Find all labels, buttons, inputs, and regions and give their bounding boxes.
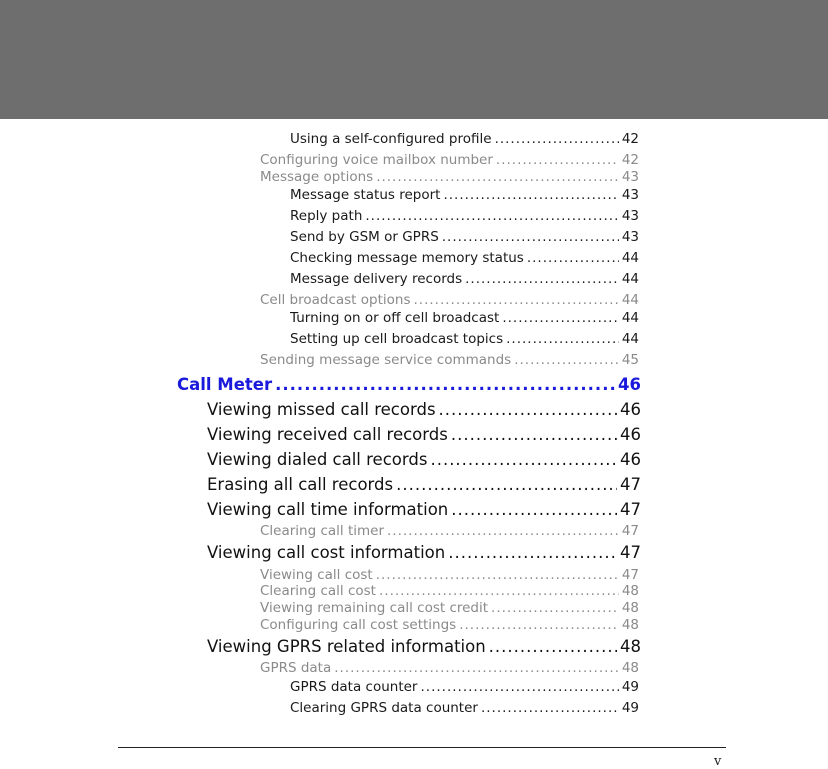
toc-entry[interactable] bbox=[207, 500, 641, 519]
dot-leader bbox=[430, 450, 617, 469]
toc-entry-title: Clearing call timer bbox=[260, 523, 385, 539]
dot-leader bbox=[527, 250, 619, 266]
toc-entry-page: 47 bbox=[621, 567, 639, 583]
toc-entry[interactable] bbox=[260, 660, 639, 676]
toc-entry-title: Viewing dialed call records bbox=[207, 450, 428, 469]
toc-entry[interactable] bbox=[290, 679, 639, 695]
dot-leader bbox=[413, 292, 618, 308]
toc-entry[interactable] bbox=[207, 450, 641, 469]
toc-entry[interactable] bbox=[260, 567, 639, 583]
toc-entry-title: GPRS data bbox=[260, 660, 332, 676]
toc-entry[interactable] bbox=[290, 208, 639, 224]
toc-entry[interactable] bbox=[290, 310, 639, 326]
toc-entry-page: 48 bbox=[620, 637, 641, 656]
toc-entry[interactable] bbox=[207, 475, 641, 494]
toc-entry-page: 47 bbox=[621, 523, 639, 539]
toc-entry-title: Message options bbox=[260, 169, 374, 185]
toc-entry-title: Using a self-configured profile bbox=[290, 131, 492, 147]
toc-entry[interactable] bbox=[260, 523, 639, 539]
toc-entry[interactable] bbox=[290, 229, 639, 245]
dot-leader bbox=[491, 600, 619, 616]
dot-leader bbox=[443, 187, 618, 203]
footer-rule bbox=[118, 747, 726, 748]
toc-chapter-title: Call Meter bbox=[177, 375, 273, 394]
toc-entry-page: 44 bbox=[621, 292, 639, 308]
toc-entry-page: 44 bbox=[621, 250, 639, 266]
toc-entry-page: 46 bbox=[620, 450, 641, 469]
toc-entry-title: Configuring call cost settings bbox=[260, 617, 457, 633]
toc-entry-title: Erasing all call records bbox=[207, 475, 394, 494]
dot-leader bbox=[495, 131, 619, 147]
toc-entry-title: Message delivery records bbox=[290, 271, 463, 287]
toc-entry-page: 48 bbox=[621, 583, 639, 599]
toc-entry-title: Configuring voice mailbox number bbox=[260, 152, 493, 168]
dot-leader bbox=[465, 271, 619, 287]
toc-entry-title: Viewing received call records bbox=[207, 425, 448, 444]
toc-entry-page: 49 bbox=[621, 679, 639, 695]
toc-entry-page: 49 bbox=[621, 700, 639, 716]
toc-entry[interactable] bbox=[260, 292, 639, 308]
dot-leader bbox=[481, 700, 619, 716]
toc-entry[interactable] bbox=[260, 152, 639, 168]
toc-entry-page: 46 bbox=[620, 425, 641, 444]
dot-leader bbox=[448, 543, 617, 562]
dot-leader bbox=[379, 583, 619, 599]
dot-leader bbox=[396, 475, 617, 494]
dot-leader bbox=[451, 500, 617, 519]
toc-entry-page: 42 bbox=[621, 131, 639, 147]
toc-entry[interactable] bbox=[207, 425, 641, 444]
dot-leader bbox=[421, 679, 619, 695]
toc-entry-title: GPRS data counter bbox=[290, 679, 418, 695]
toc-entry-page: 43 bbox=[621, 187, 639, 203]
toc-entry-page: 48 bbox=[621, 600, 639, 616]
dot-leader bbox=[459, 617, 619, 633]
toc-entry[interactable] bbox=[207, 400, 641, 419]
toc-entry-page: 47 bbox=[620, 475, 641, 494]
dot-leader bbox=[489, 637, 617, 656]
toc-entry-title: Reply path bbox=[290, 208, 363, 224]
toc-entry-title: Viewing GPRS related information bbox=[207, 637, 486, 656]
toc-entry-title: Viewing call cost bbox=[260, 567, 373, 583]
toc-chapter-entry[interactable] bbox=[177, 375, 641, 394]
toc-entry[interactable] bbox=[260, 617, 639, 633]
toc-entry-title: Viewing remaining call cost credit bbox=[260, 600, 489, 616]
toc-entry[interactable] bbox=[290, 187, 639, 203]
dot-leader bbox=[376, 567, 619, 583]
toc-entry-title: Viewing call cost information bbox=[207, 543, 446, 562]
toc-entry-page: 48 bbox=[621, 617, 639, 633]
toc-entry[interactable] bbox=[290, 250, 639, 266]
toc-entry-title: Viewing missed call records bbox=[207, 400, 436, 419]
toc-entry-title: Message status report bbox=[290, 187, 441, 203]
toc-entry[interactable] bbox=[207, 637, 641, 656]
dot-leader bbox=[496, 152, 619, 168]
toc-entry[interactable] bbox=[207, 543, 641, 562]
toc-entry-page: 46 bbox=[620, 400, 641, 419]
toc-entry[interactable] bbox=[290, 700, 639, 716]
toc-entry-page: 48 bbox=[621, 660, 639, 676]
toc-entry-page: 44 bbox=[621, 310, 639, 326]
toc-entry[interactable] bbox=[260, 583, 639, 599]
toc-entry[interactable] bbox=[260, 600, 639, 616]
toc-entry[interactable] bbox=[290, 271, 639, 287]
page-number: v bbox=[714, 754, 722, 769]
toc-entry-page: 43 bbox=[621, 208, 639, 224]
dot-leader bbox=[334, 660, 619, 676]
toc-entry-title: Clearing GPRS data counter bbox=[290, 700, 478, 716]
toc-entry-title: Checking message memory status bbox=[290, 250, 524, 266]
toc-entry-title: Send by GSM or GPRS bbox=[290, 229, 439, 245]
toc-entry-title: Viewing call time information bbox=[207, 500, 449, 519]
dot-leader bbox=[275, 375, 615, 394]
dot-leader bbox=[442, 229, 619, 245]
toc-entry-page: 42 bbox=[621, 152, 639, 168]
dot-leader bbox=[451, 425, 617, 444]
toc-entry-page: 47 bbox=[620, 500, 641, 519]
toc-entry[interactable] bbox=[260, 352, 639, 368]
dot-leader bbox=[439, 400, 617, 419]
toc-chapter-page: 46 bbox=[618, 375, 641, 394]
dot-leader bbox=[514, 352, 619, 368]
toc-entry-title: Setting up cell broadcast topics bbox=[290, 331, 504, 347]
toc-entry-page: 47 bbox=[620, 543, 641, 562]
toc-entry[interactable] bbox=[290, 131, 639, 147]
toc-entry-page: 44 bbox=[621, 331, 639, 347]
toc-entry-page: 44 bbox=[621, 271, 639, 287]
toc-entry-page: 43 bbox=[621, 169, 639, 185]
toc-entry-title: Sending message service commands bbox=[260, 352, 512, 368]
toc-entry[interactable] bbox=[260, 169, 639, 185]
dot-leader bbox=[365, 208, 618, 224]
toc-entry-title: Turning on or off cell broadcast bbox=[290, 310, 500, 326]
toc-entry-title: Cell broadcast options bbox=[260, 292, 411, 308]
dot-leader bbox=[387, 523, 619, 539]
toc-entry-page: 43 bbox=[621, 229, 639, 245]
toc-entry-title: Clearing call cost bbox=[260, 583, 376, 599]
toc-entry[interactable] bbox=[290, 331, 639, 347]
dot-leader bbox=[376, 169, 619, 185]
dot-leader bbox=[502, 310, 618, 326]
toc-entry-page: 45 bbox=[621, 352, 639, 368]
dot-leader bbox=[506, 331, 619, 347]
